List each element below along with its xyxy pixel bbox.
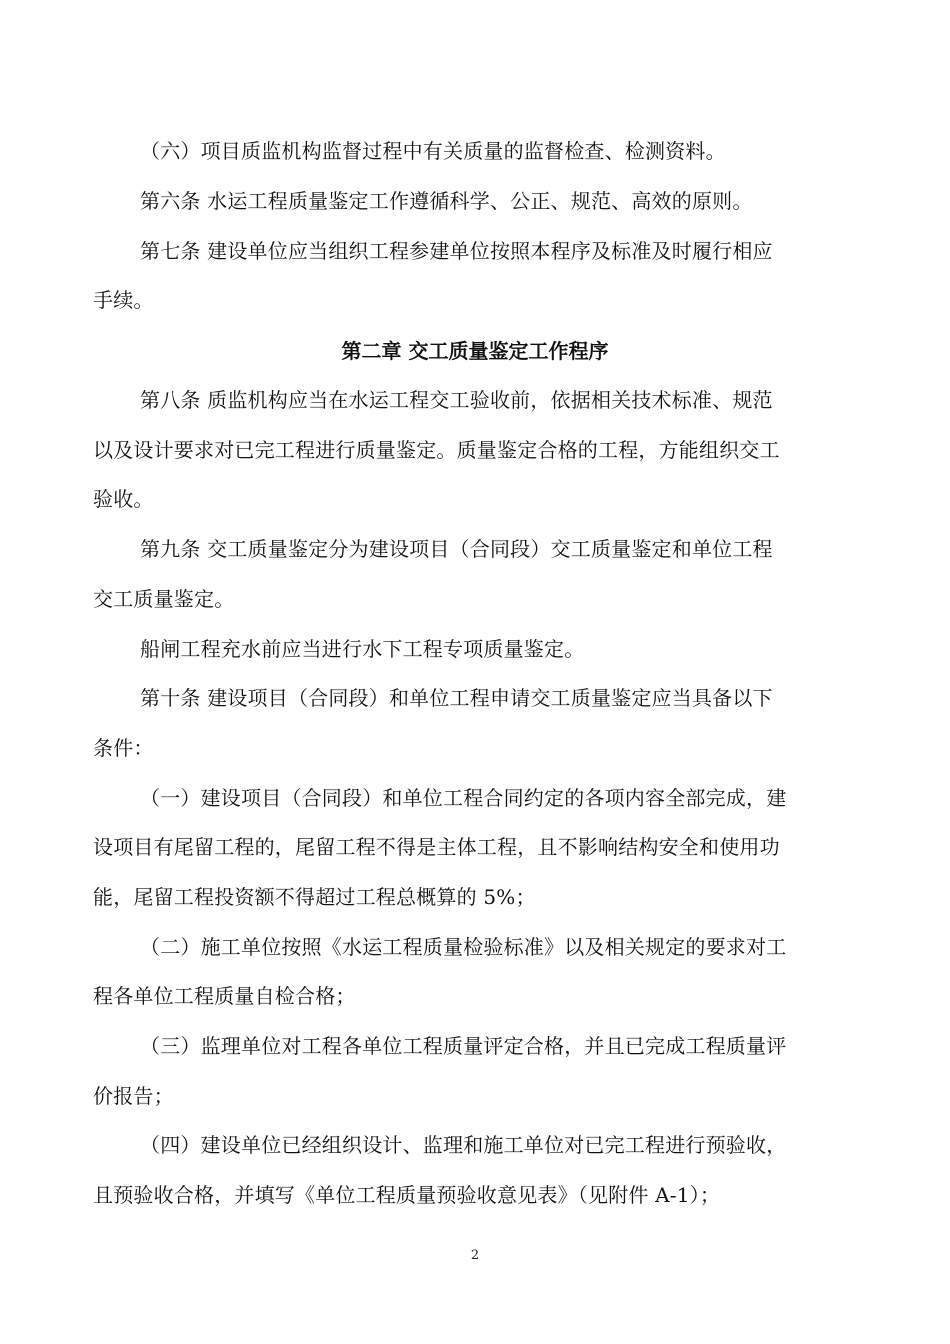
paragraph-line: 交工质量鉴定。 [93, 587, 235, 611]
paragraph-line: 设项目有尾留工程的，尾留工程不得是主体工程，且不影响结构安全和使用功 [93, 835, 780, 859]
paragraph-line: 第九条 交工质量鉴定分为建设项目（合同段）交工质量鉴定和单位工程 [140, 537, 773, 561]
paragraph-line: （三）监理单位对工程各单位工程质量评定合格，并且已完成工程质量评 [140, 1034, 787, 1058]
paragraph-line: 价报告； [93, 1084, 174, 1108]
paragraph-line: 第八条 质监机构应当在水运工程交工验收前，依据相关技术标准、规范 [140, 388, 773, 412]
paragraph-line: 程各单位工程质量自检合格； [93, 984, 356, 1008]
paragraph-line: 能，尾留工程投资额不得超过工程总概算的 5%； [93, 885, 536, 909]
paragraph-line: （二）施工单位按照《水运工程质量检验标准》以及相关规定的要求对工 [140, 935, 787, 959]
paragraph-line: 第六条 水运工程质量鉴定工作遵循科学、公正、规范、高效的原则。 [140, 189, 753, 213]
paragraph-line: 条件： [93, 736, 154, 760]
paragraph-line: （一）建设项目（合同段）和单位工程合同约定的各项内容全部完成，建 [140, 786, 787, 810]
chapter-heading: 第二章 交工质量鉴定工作程序 [341, 339, 609, 363]
paragraph-line: 船闸工程充水前应当进行水下工程专项质量鉴定。 [140, 637, 585, 661]
paragraph-line: （六）项目质监机构监督过程中有关质量的监督检查、检测资料。 [140, 139, 726, 163]
paragraph-line: 第十条 建设项目（合同段）和单位工程申请交工质量鉴定应当具备以下 [140, 686, 773, 710]
paragraph-line: 以及设计要求对已完工程进行质量鉴定。质量鉴定合格的工程，方能组织交工 [93, 438, 780, 462]
paragraph-line: 验收。 [93, 487, 154, 511]
paragraph-line: 第七条 建设单位应当组织工程参建单位按照本程序及标准及时履行相应 [140, 239, 773, 263]
paragraph-line: 且预验收合格，并填写《单位工程质量预验收意见表》（见附件 A-1）； [93, 1183, 721, 1207]
paragraph-line: 手续。 [93, 288, 154, 312]
page-number: 2 [470, 1248, 480, 1263]
paragraph-line: （四）建设单位已经组织设计、监理和施工单位对已完工程进行预验收， [140, 1133, 787, 1157]
